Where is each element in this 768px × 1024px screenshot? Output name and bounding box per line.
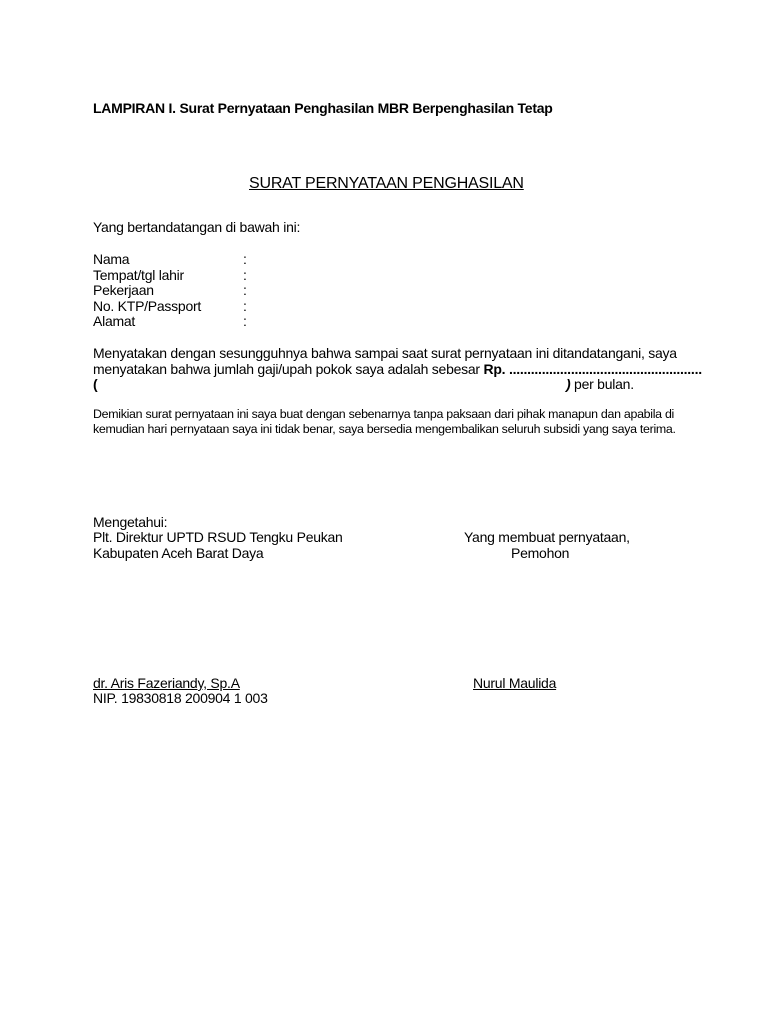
close-paren: ) (566, 376, 571, 392)
field-colon: : (243, 313, 247, 330)
income-amount-field: Rp. ..................................................... (483, 360, 702, 377)
closing-line: Demikian surat pernyataan ini saya buat dengan sebenarnya tanpa paksaan dari pihak manapun dan apabila di (93, 407, 674, 421)
field-colon: : (243, 251, 247, 267)
open-paren: ( (93, 376, 98, 392)
applicant-role: Pemohon (511, 545, 570, 561)
closing-line: kemudian hari pernyataan saya ini tidak benar, saya bersedia mengembalikan seluruh subsidi yang saya terima. (93, 422, 676, 437)
signer-heading: Yang membuat pernyataan, (464, 529, 630, 545)
field-colon: : (243, 266, 247, 283)
per-month-text (566, 377, 634, 393)
field-label: Tempat/tgl lahir (93, 266, 184, 283)
field-label: Alamat (93, 313, 136, 330)
field-label: Pekerjaan (93, 282, 154, 299)
statement-line (93, 360, 702, 378)
field-colon: : (243, 297, 247, 314)
appendix-title: LAMPIRAN I. Surat Pernyataan Penghasilan MBR Berpenghasilan Tetap (93, 100, 553, 116)
director-name: dr. Aris Fazeriandy, Sp.A (93, 675, 240, 691)
identity-fields (93, 252, 293, 332)
director-position: Plt. Direktur UPTD RSUD Tengku Peukan (93, 529, 343, 545)
document-title: SURAT PERNYATAAN PENGHASILAN (249, 175, 524, 192)
director-nip: NIP. 19830818 200904 1 003 (93, 690, 268, 706)
statement-line: Menyatakan dengan sesungguhnya bahwa sampai saat surat pernyataan ini ditandatangani, saya (93, 345, 677, 361)
per-month-label: per bulan. (570, 376, 634, 392)
field-colon: : (243, 282, 247, 299)
field-label: Nama (93, 251, 130, 267)
region-name: Kabupaten Aceh Barat Daya (93, 545, 264, 561)
income-statement (93, 345, 702, 377)
applicant-name: Nurul Maulida (473, 675, 557, 691)
closing-paragraph (93, 407, 674, 437)
intro-text: Yang bertandatangan di bawah ini: (93, 219, 301, 235)
statement-text: menyatakan bahwa jumlah gaji/upah pokok saya adalah sebesar (93, 360, 484, 377)
field-label: No. KTP/Passport (93, 297, 202, 314)
acknowledged-heading: Mengetahui: (93, 514, 168, 530)
